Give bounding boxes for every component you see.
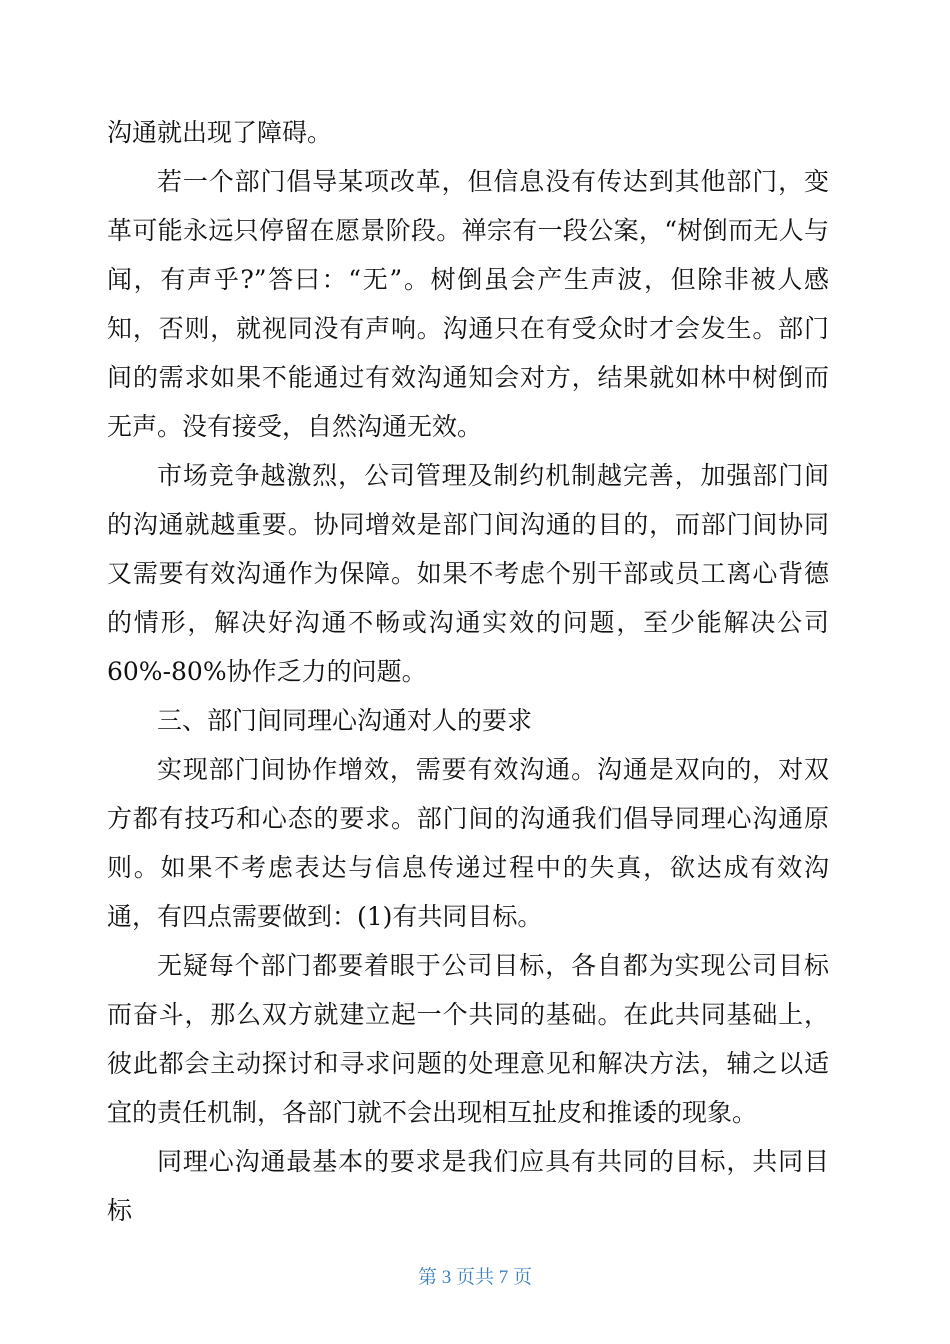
paragraph-6: 无疑每个部门都要着眼于公司目标，各自都为实现公司目标而奋斗，那么双方就建立起一个共同的基础。在此共同基础上，彼此都会主动探讨和寻求问题的处理意见和解决方法，辅之以适宜的责任机制，各部门就不会出现相互扯皮和推诿的现象。 [107,951,829,1127]
paragraph-2: 若一个部门倡导某项改革，但信息没有传达到其他部门，变革可能永远只停留在愿景阶段。禅宗有一段公案，“树倒而无人与闻，有声乎?”答曰：“无”。树倒虽会产生声波，但除非被人感知，否则，就视同没有声响。沟通只在有受众时才会发生。部门间的需求如果不能通过有效沟通知会对方，结果就如林中树倒而无声。没有接受，自然沟通无效。 [107,167,829,441]
paragraph-5: 实现部门间协作增效，需要有效沟通。沟通是双向的，对双方都有技巧和心态的要求。部门间的沟通我们倡导同理心沟通原则。如果不考虑表达与信息传递过程中的失真，欲达成有效沟通，有四点需要做到：(1)有共同目标。 [107,755,829,931]
paragraph-3: 市场竞争越激烈，公司管理及制约机制越完善，加强部门间的沟通就越重要。协同增效是部门间沟通的目的，而部门间协同又需要有效沟通作为保障。如果不考虑个别干部或员工离心背德的情形，解决好沟通不畅或沟通实效的问题，至少能解决公司60%-80%协作乏力的问题。 [107,461,829,686]
paragraph-7: 同理心沟通最基本的要求是我们应具有共同的目标，共同目标 [107,1147,829,1225]
section-heading: 三、部门间同理心沟通对人的要求 [157,706,533,735]
page-number-footer: 第 3 页共 7 页 [417,1267,532,1288]
document-body [107,108,829,1235]
paragraph-1: 沟通就出现了障碍。 [107,118,333,147]
